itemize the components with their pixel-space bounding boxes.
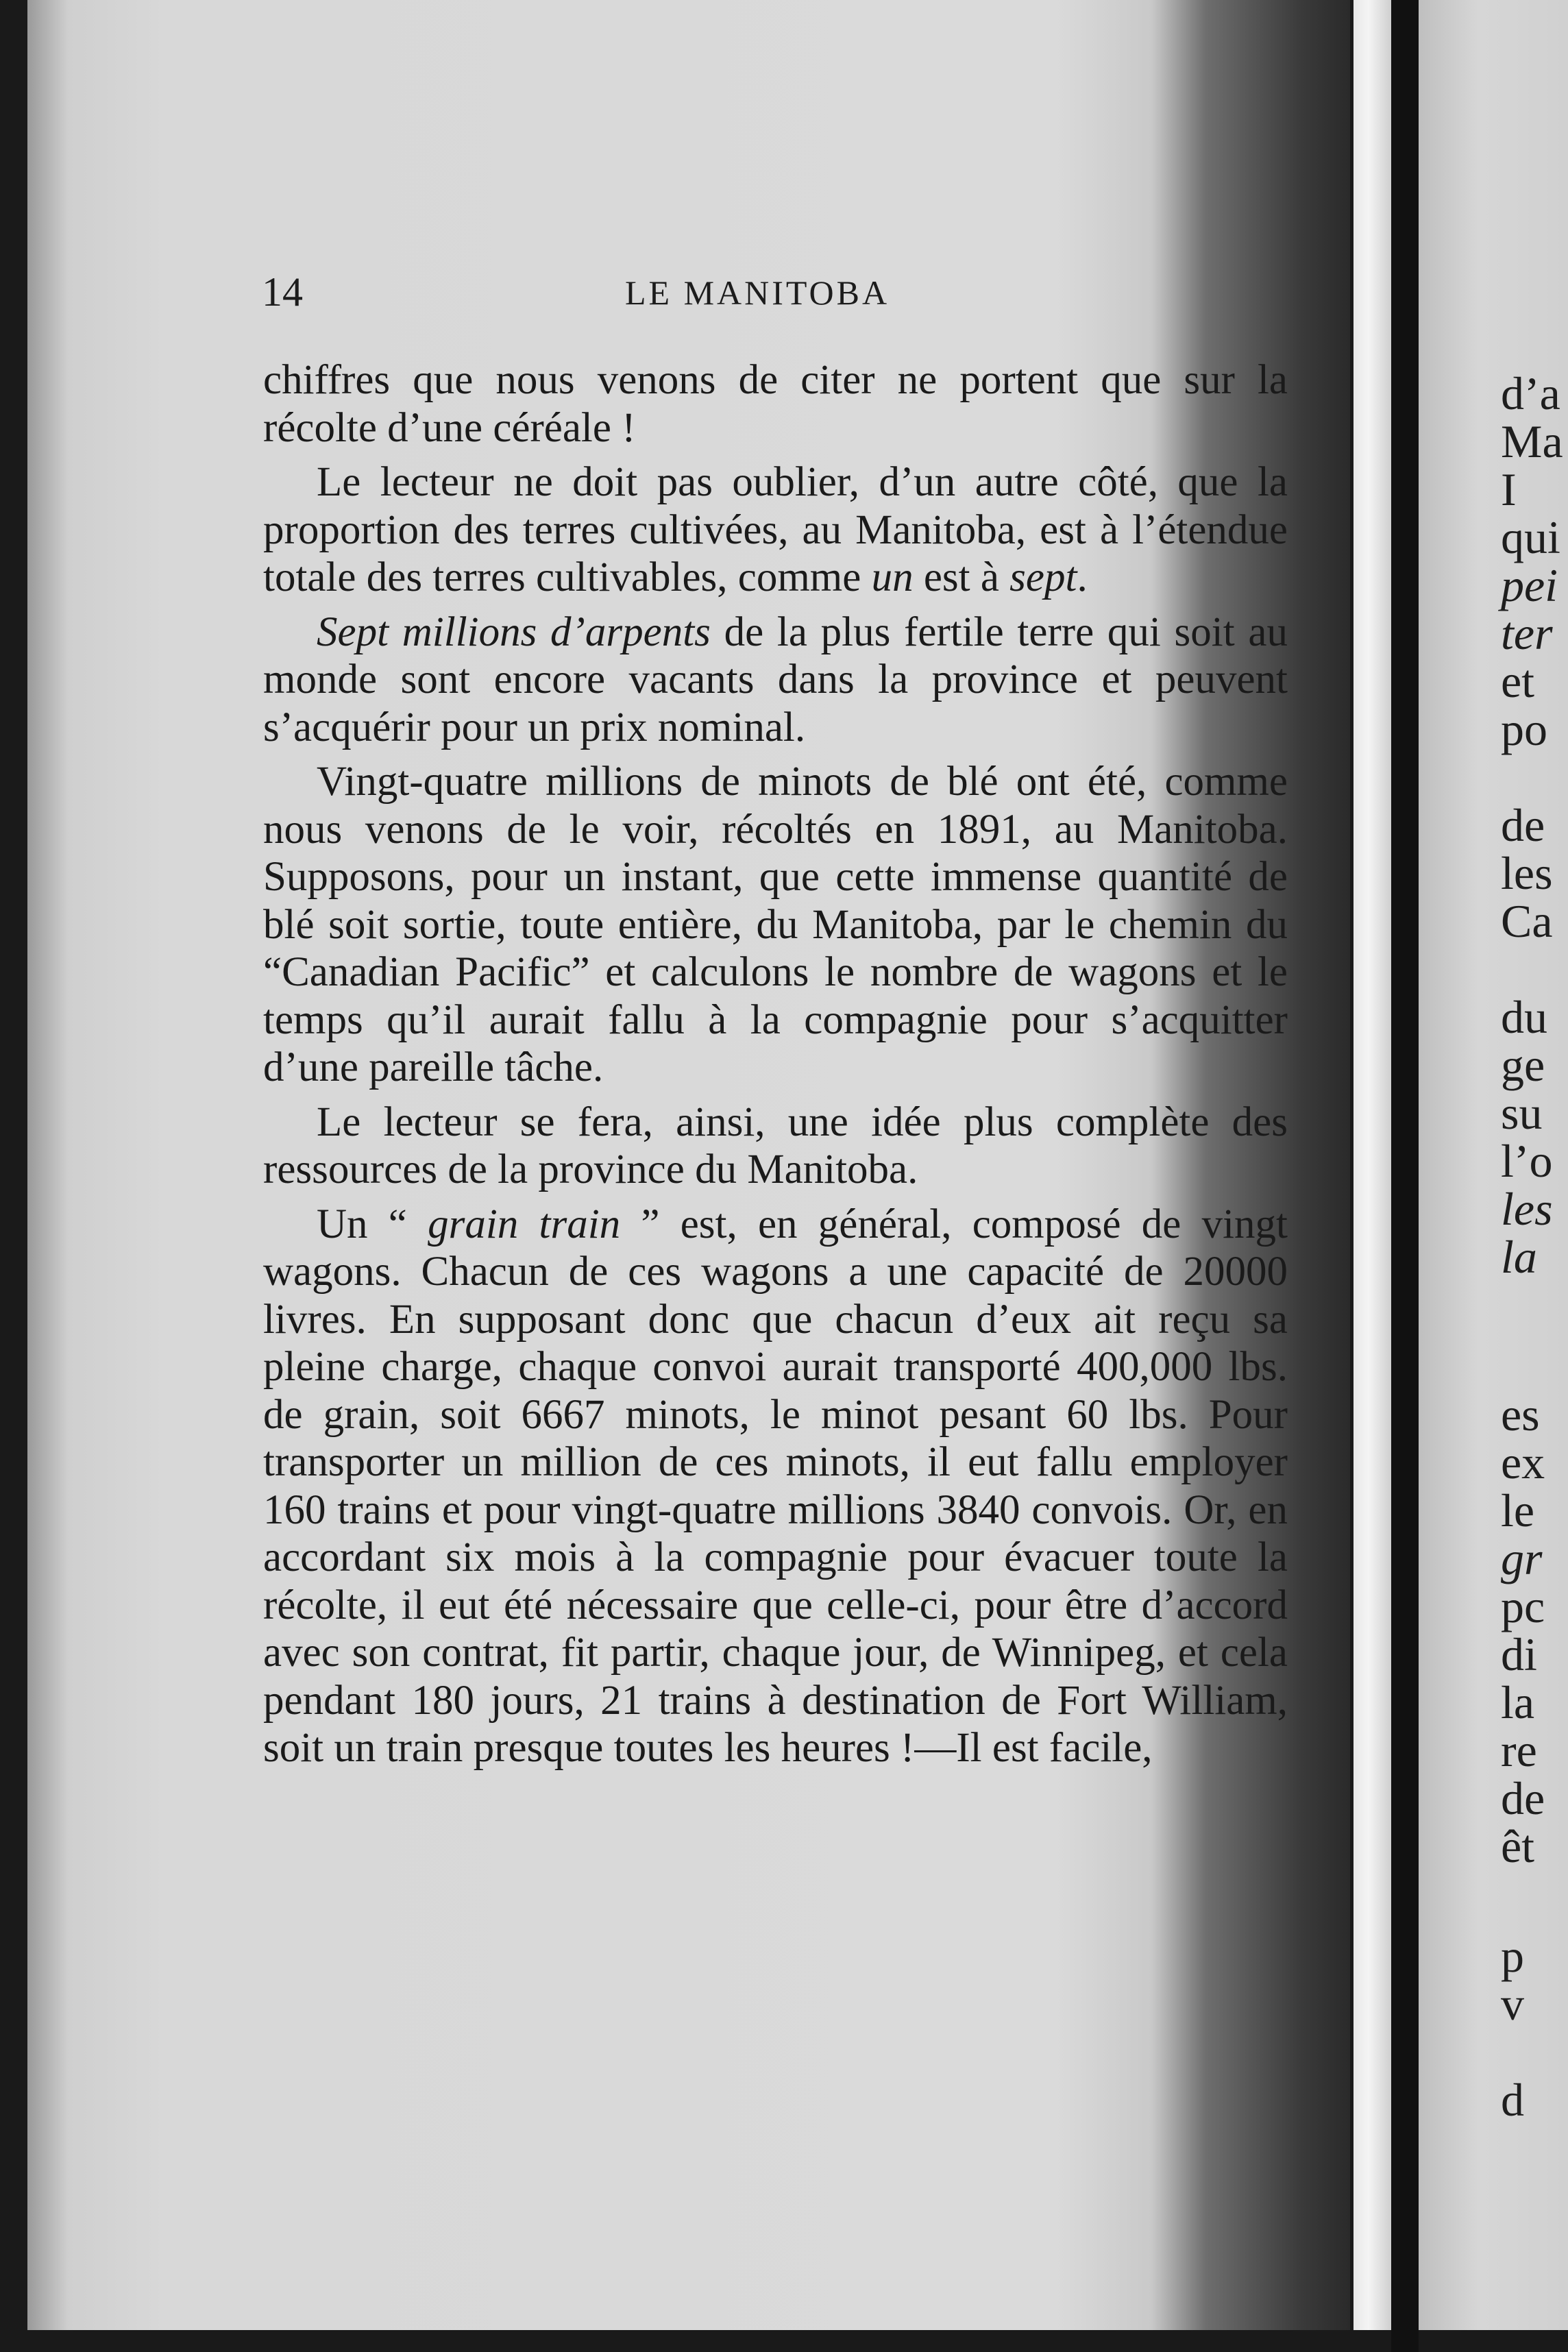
facing-page-line: su bbox=[1501, 1087, 1543, 1139]
facing-page-line: p bbox=[1501, 1930, 1524, 1982]
facing-page-line: le bbox=[1501, 1484, 1535, 1536]
facing-page-line: po bbox=[1501, 703, 1547, 755]
book-gutter bbox=[1391, 0, 1419, 2352]
facing-page-line: êt bbox=[1501, 1820, 1535, 1872]
facing-page-fragment bbox=[1419, 0, 1568, 2330]
paragraph-4: Vingt-quatre millions de minots de blé ont été, comme nous venons de le voir, récoltés en 1891, au Manitoba. Supposons, pour un instant, que cette immense quantité de blé soit sortie, toute entière, du Manitoba, par le chemin du “Canadian Pacific” et calculons le nombre de wagons et le temps qu’il aurait fallu à la compagnie pour s’acquitter d’une pareille tâche. bbox=[263, 759, 1288, 1090]
facing-page-line: gr bbox=[1501, 1532, 1543, 1584]
page-number: 14 bbox=[262, 269, 303, 315]
facing-page-line: les bbox=[1501, 1183, 1553, 1235]
running-title: LE MANITOBA bbox=[625, 273, 890, 312]
facing-page-line: ter bbox=[1501, 607, 1553, 659]
facing-page-line: Ca bbox=[1501, 895, 1553, 947]
facing-page-line: la bbox=[1501, 1676, 1535, 1728]
facing-page-line: pei bbox=[1501, 559, 1558, 611]
facing-page-line: v bbox=[1501, 1978, 1524, 2030]
paragraph-2: Le lecteur ne doit pas oublier, d’un autre côté, que la proportion des terres cultivées, au Manitoba, est à l’étendue totale des terres cultivables, comme un est à sept. bbox=[263, 459, 1288, 600]
facing-page-line: pc bbox=[1501, 1580, 1545, 1632]
facing-page-line: qui bbox=[1501, 511, 1560, 563]
paragraph-6: Un “ grain train ” est, en général, composé de vingt wagons. Chacun de ces wagons a une capacité de 20000 livres. En supposant donc que chacun d’eux ait reçu sa pleine charge, chaque convoi aurait transporté 400,000 lbs. de grain, soit 6667 minots, le minot pesant 60 lbs. Pour transporter un million de ces minots, il eut fallu employer 160 trains et pour vingt-quatre millions 3840 convois. Or, en accordant six mois à la compagnie pour évacuer toute la récolte, il eut été nécessaire que celle-ci, pour être d’accord avec son contrat, fit partir, chaque jour, de Winnipeg, et cela pendant 180 jours, 21 trains à destination de Fort William, soit un train presque toutes les heures !—Il est facile, bbox=[263, 1201, 1288, 1771]
facing-page-line: es bbox=[1501, 1388, 1540, 1441]
page-header bbox=[262, 269, 1290, 317]
paragraph-3: Sept millions d’arpents de la plus fertile terre qui soit au monde sont encore vacants dans la province et peuvent s’acquérir pour un prix nominal. bbox=[263, 609, 1288, 750]
facing-page-line: la bbox=[1501, 1231, 1537, 1283]
facing-page-line: ge bbox=[1501, 1039, 1545, 1091]
facing-page-line: du bbox=[1501, 991, 1547, 1043]
paragraph-5: Le lecteur se fera, ainsi, une idée plus complète des ressources de la province du Manitoba. bbox=[263, 1099, 1288, 1192]
facing-page-line: l’o bbox=[1501, 1135, 1553, 1187]
facing-page-line: re bbox=[1501, 1724, 1537, 1776]
facing-page-line: di bbox=[1501, 1628, 1537, 1680]
paragraph-1: chiffres que nous venons de citer ne portent que sur la récolte d’une céréale ! bbox=[263, 357, 1288, 451]
page-edge bbox=[1353, 0, 1391, 2330]
facing-page-line: I bbox=[1501, 463, 1517, 515]
facing-page-line: d bbox=[1501, 2074, 1524, 2126]
facing-page-line: d’a bbox=[1501, 367, 1560, 419]
facing-page-line: les bbox=[1501, 847, 1553, 899]
facing-page-line: ex bbox=[1501, 1436, 1545, 1489]
facing-page-line: de bbox=[1501, 799, 1545, 851]
facing-page-line: Ma bbox=[1501, 415, 1563, 467]
body-text bbox=[263, 356, 1288, 1779]
facing-page-line: et bbox=[1501, 655, 1535, 707]
facing-page-line: de bbox=[1501, 1772, 1545, 1824]
